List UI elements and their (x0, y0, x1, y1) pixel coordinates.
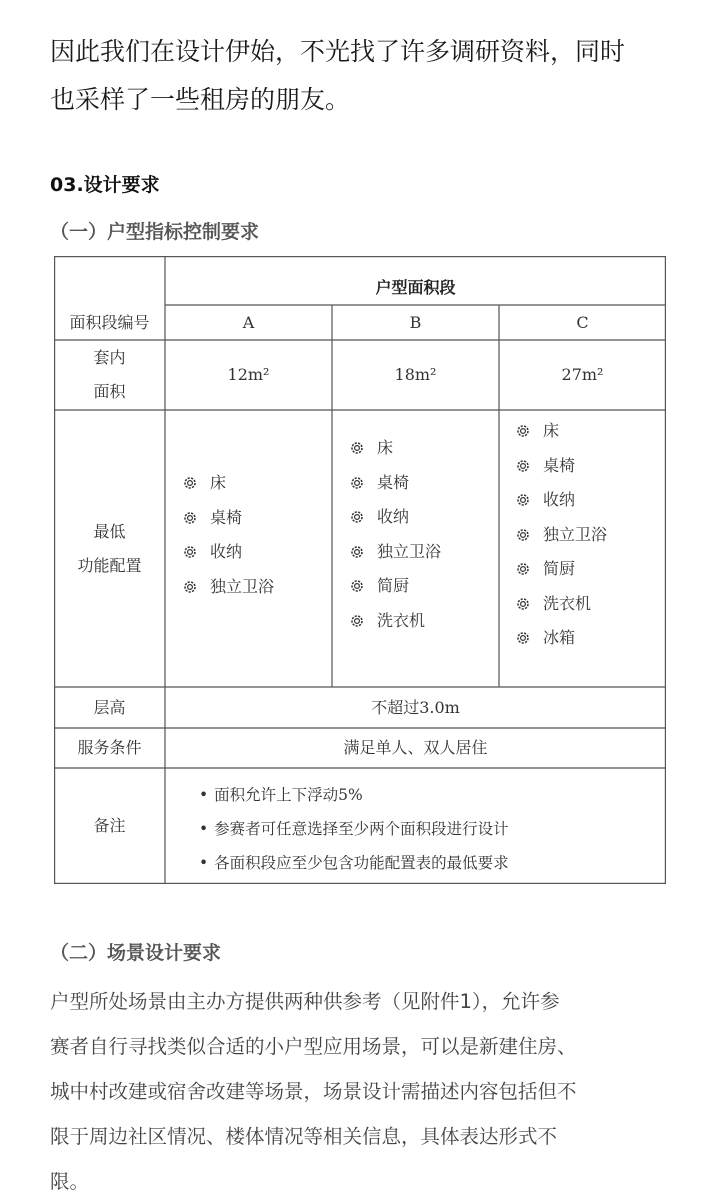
list-item: 桌椅 (515, 449, 607, 484)
row-label-config-line2: 功能配置 (77, 555, 142, 575)
scene-requirements-paragraph (50, 979, 680, 1204)
row-label-code: 面积段编号 (69, 312, 150, 332)
flower-bullet-icon (515, 527, 531, 543)
flower-bullet-icon (515, 458, 531, 474)
flower-bullet-icon (349, 440, 365, 456)
flower-bullet-icon (182, 510, 198, 526)
list-item: • 各面积段应至少包含功能配置表的最低要求 (199, 854, 509, 872)
paragraph-line: 户型所处场景由主办方提供两种供参考（见附件1），允许参 (50, 990, 560, 1013)
list-item: 洗衣机 (349, 604, 441, 639)
list-item: 桌椅 (182, 501, 274, 536)
paragraph-line: 限。 (50, 1170, 90, 1193)
flower-bullet-icon (515, 492, 531, 508)
flower-bullet-icon (515, 561, 531, 577)
row-label-config-line1: 最低 (93, 521, 126, 541)
list-item: 床 (515, 414, 607, 449)
area-c: 27m² (561, 365, 604, 384)
flower-bullet-icon (349, 613, 365, 629)
row-label-area-line2: 面积 (93, 382, 126, 401)
flower-bullet-icon (515, 596, 531, 612)
list-item: 简厨 (349, 569, 441, 604)
subsection-title-scene-requirements: （二）场景设计要求 (50, 942, 222, 964)
list-item: • 面积允许上下浮动5% (199, 786, 363, 804)
area-a: 12m² (227, 365, 270, 384)
list-item: 床 (349, 431, 441, 466)
row-label-service: 服务条件 (77, 738, 142, 757)
list-item: 床 (182, 466, 274, 501)
row-label-area-line1: 套内 (93, 348, 126, 367)
row-label-notes: 备注 (93, 816, 126, 835)
notes-list (199, 778, 509, 880)
list-item: 简厨 (515, 552, 607, 587)
flower-bullet-icon (349, 475, 365, 491)
list-item: 冰箱 (515, 621, 607, 656)
flower-bullet-icon (515, 423, 531, 439)
list-item: 独立卫浴 (515, 518, 607, 553)
list-item: 收纳 (349, 500, 441, 535)
flower-bullet-icon (182, 544, 198, 560)
config-list-a (182, 466, 274, 604)
list-item: 收纳 (182, 535, 274, 570)
table-header-area-segment: 户型面积段 (375, 278, 456, 297)
code-a: A (242, 312, 255, 332)
list-item: 洗衣机 (515, 587, 607, 622)
height-value: 不超过3.0m (371, 697, 460, 717)
section-title: 03.设计要求 (50, 174, 160, 196)
row-label-area (54, 340, 165, 410)
service-value: 满足单人、双人居住 (343, 738, 488, 757)
config-list-b (349, 431, 441, 638)
row-label-height: 层高 (93, 697, 126, 717)
flower-bullet-icon (349, 578, 365, 594)
unit-requirements-table (54, 256, 666, 884)
flower-bullet-icon (349, 544, 365, 560)
intro-text (50, 28, 690, 124)
flower-bullet-icon (182, 475, 198, 491)
list-item: 桌椅 (349, 466, 441, 501)
row-label-config (54, 410, 165, 687)
config-list-c (515, 414, 607, 656)
flower-bullet-icon (182, 579, 198, 595)
area-b: 18m² (394, 365, 437, 384)
intro-line: 因此我们在设计伊始，不光找了许多调研资料，同时 (50, 37, 626, 66)
paragraph-line: 城中村改建或宿舍改建等场景，场景设计需描述内容包括但不 (50, 1080, 577, 1103)
code-c: C (576, 312, 589, 332)
paragraph-line: 赛者自行寻找类似合适的小户型应用场景，可以是新建住房、 (50, 1035, 577, 1058)
flower-bullet-icon (349, 509, 365, 525)
flower-bullet-icon (515, 630, 531, 646)
list-item: 收纳 (515, 483, 607, 518)
intro-line: 也采样了一些租房的朋友。 (50, 85, 351, 114)
paragraph-line: 限于周边社区情况、楼体情况等相关信息，具体表达形式不 (50, 1125, 558, 1148)
code-b: B (409, 312, 422, 332)
list-item: 独立卫浴 (182, 570, 274, 605)
subsection-title-unit-requirements: （一）户型指标控制要求 (50, 221, 260, 243)
list-item: • 参赛者可任意选择至少两个面积段进行设计 (199, 820, 509, 838)
list-item: 独立卫浴 (349, 535, 441, 570)
